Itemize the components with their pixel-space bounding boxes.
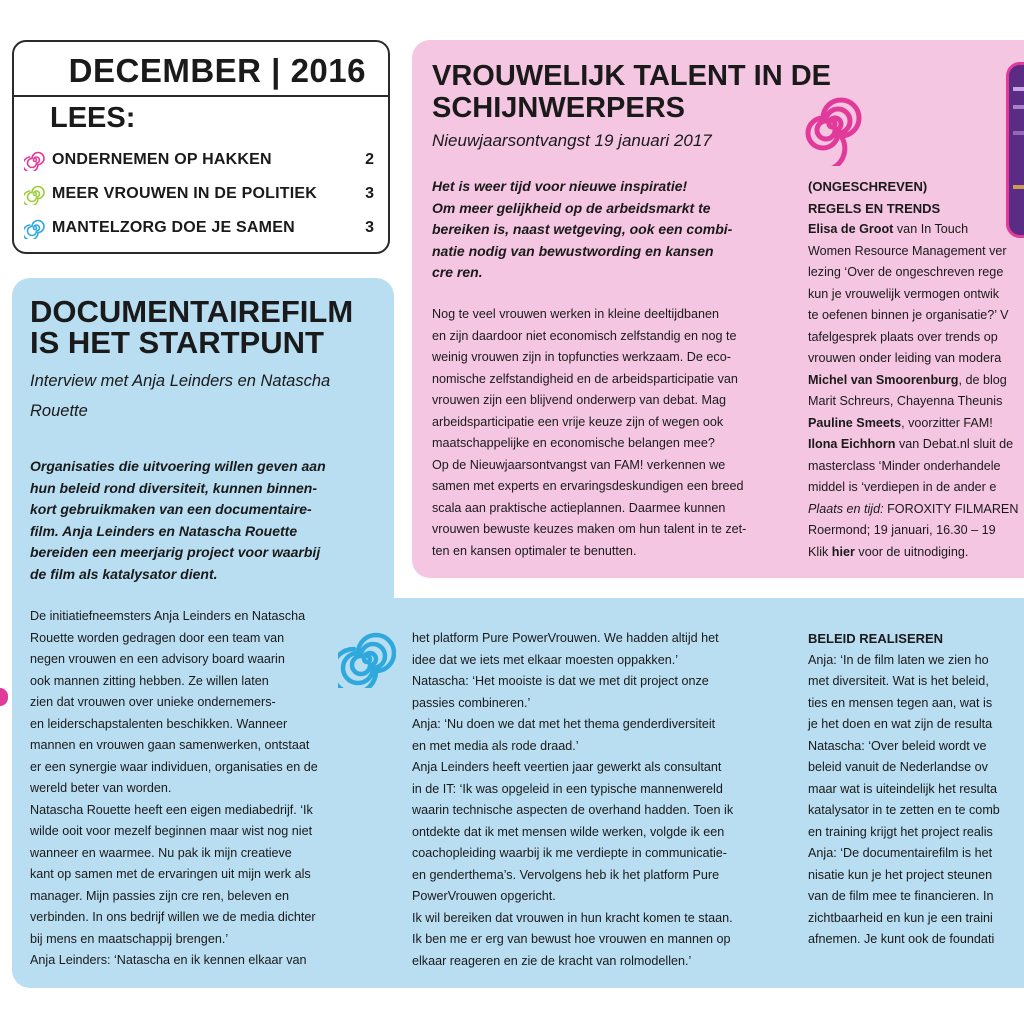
body-line: Ik ben me er erg van bewust hoe vrouwen en mannen op (412, 932, 731, 946)
speaker-name: Elisa de Groot (808, 222, 894, 236)
body-line: weinig vrouwen zijn in topfuncties werkzaam. De eco- (432, 350, 731, 364)
body-line: scala aan praktische actieplannen. Daarmee kunnen (432, 500, 726, 515)
lead-line: cre ren. (432, 264, 483, 280)
body-line: wanneer en waarmee. Nu pak ik mijn creatieve (30, 845, 292, 860)
body-line: en zijn daardoor niet economisch zelfstandig en nog te (432, 328, 737, 343)
sidebar-heading: REGELS EN TRENDS (808, 200, 941, 216)
toc-item-title: MANTELZORG DOE JE SAMEN (52, 219, 295, 236)
pink-article-sidebar (808, 176, 1024, 563)
sidebar-text: Klik (808, 544, 832, 559)
body-line: Nog te veel vrouwen werken in kleine deeltijdbanen (432, 307, 720, 321)
body-line: kant op samen met de ervaringen uit mijn werk als (30, 867, 311, 881)
table-of-contents (12, 40, 390, 254)
blue-spiral-icon (24, 217, 46, 239)
body-line: Natascha Rouette heeft een eigen mediabedrijf. ‘Ik (30, 802, 313, 817)
thumbnail-strip (1013, 131, 1024, 135)
body-line: elkaar reageren en zie de kracht van rolmodellen.’ (412, 953, 692, 968)
body-line: De initiatiefneemsters Anja Leinders en Natascha (30, 609, 306, 623)
body-line: Anja Leinders heeft veertien jaar gewerkt als consultant (412, 760, 722, 774)
body-line: coachopleiding waarbij ik me verdiepte in communicatie- (412, 846, 727, 860)
speaker-name: Michel van Smoorenburg (808, 372, 959, 387)
lead-line: hun beleid rond diversiteit, kunnen binnen- (30, 479, 318, 496)
body-line: arbeidsparticipatie een vrije keuze zijn of wegen ook (432, 414, 724, 429)
toc-heading: LEES: (50, 102, 136, 134)
speaker-name: Pauline Smeets (808, 415, 902, 430)
body-line: met diversiteit. Wat is het beleid, (808, 674, 989, 688)
body-line: en met media als rode draad.’ (412, 738, 579, 753)
body-line: nomische zelfstandigheid en de arbeidsparticipatie van (432, 371, 738, 386)
pink-article-body (432, 304, 788, 562)
sidebar-text: masterclass ‘Minder onderhandele (808, 458, 1001, 473)
blue-article-subtitle: Interview met Anja Leinders en Natascha Rouette (30, 372, 331, 420)
body-line: verbinden. In ons bedrijf willen we de media dichter (30, 910, 316, 924)
body-line: Anja Leinders: ‘Natascha en ik kennen elkaar van (30, 953, 307, 967)
body-line: maatschappelijke en economische belangen mee? (432, 436, 715, 450)
lead-line: Om meer gelijkheid op de arbeidsmarkt te (432, 199, 711, 216)
body-line: katalysator in te zetten en te comb (808, 803, 1000, 817)
body-line: bij mens en maatschappij brengen.’ (30, 931, 229, 946)
lead-line: de film als katalysator dient. (30, 565, 218, 582)
body-line: en leiderschapstalenten beschikken. Wanneer (30, 716, 288, 731)
lead-line: Het is weer tijd voor nieuwe inspiratie! (432, 178, 688, 194)
sidebar-text: FOROXITY FILMAREN (883, 501, 1019, 516)
lead-line: film. Anja Leinders en Natascha Rouette (30, 522, 298, 539)
toc-item-ondernemen[interactable] (24, 148, 374, 172)
sidebar-text: kun je vrouwelijk vermogen ontwik (808, 286, 1000, 301)
body-line: samen met experts en ervaringsdeskundigen een breed (432, 479, 744, 493)
lead-line: bereiken is, naast wetgeving, ook een combi- (432, 221, 733, 237)
sidebar-text: Roermond; 19 januari, 16.30 – 19 (808, 523, 996, 537)
body-line: en training krijgt het project realis (808, 824, 993, 839)
sidebar-heading: (ONGESCHREVEN) (808, 179, 928, 194)
blue-article-lead (30, 456, 380, 585)
sidebar-text: , voorzitter FAM! (901, 415, 993, 430)
body-line: er een synergie waar individuen, organisaties en de (30, 759, 318, 774)
pink-article-lead (432, 176, 787, 284)
body-line: nisatie kun je het project steunen (808, 867, 993, 882)
toc-divider (14, 95, 388, 97)
sidebar-text: van In Touch (893, 222, 969, 236)
toc-item-title: MEER VROUWEN IN DE POLITIEK (52, 185, 317, 202)
body-line: zien dat vrouwen over unieke ondernemers- (30, 695, 276, 709)
pink-article-title: VROUWELIJK TALENT IN DE SCHIJNWERPERS (432, 60, 832, 124)
body-line: het platform Pure PowerVrouwen. We hadden altijd het (412, 631, 719, 645)
green-spiral-icon (24, 183, 46, 205)
body-line: wilde ooit voor mezelf beginnen maar wist nog niet (30, 824, 313, 838)
body-line: in de IT: ‘Ik was opgeleid in een typische mannenwereld (412, 781, 723, 796)
thumbnail-strip (1013, 87, 1024, 91)
sidebar-text: Women Resource Management ver (808, 243, 1007, 258)
body-line: maar wat is uiteindelijk het resulta (808, 781, 997, 796)
section-heading: BELEID REALISEREN (808, 631, 944, 646)
body-line: Anja: ‘In de film laten we zien ho (808, 652, 989, 667)
pink-spiral-icon (24, 149, 46, 171)
body-line: vrouwen zijn een blijvend onderwerp van debat. Mag (432, 393, 727, 407)
blue-article-column-3 (808, 628, 1024, 951)
body-line: PowerVrouwen opgericht. (412, 889, 556, 903)
body-line: manager. Mijn passies zijn cre ren, beleven en (30, 888, 290, 903)
body-line: ook mannen zitting hebben. Ze willen laten (30, 673, 269, 688)
blue-article-title: DOCUMENTAIREFILM IS HET STARTPUNT (30, 294, 354, 360)
body-line: van de film mee te financieren. In (808, 889, 994, 903)
body-line: Natascha: ‘Het mooiste is dat we met dit project onze (412, 674, 709, 688)
blue-article-column-1 (30, 606, 375, 972)
toc-item-page: 3 (365, 185, 374, 202)
body-line: ontdekte dat ik met mensen wilde werken, volgde ik een (412, 824, 725, 839)
pink-article-subtitle: Nieuwjaarsontvangst 19 januari 2017 (432, 131, 712, 150)
sidebar-text: van Debat.nl sluit de (895, 437, 1014, 451)
lead-line: natie nodig van bewustwording en kansen (432, 242, 714, 259)
sidebar-text: middel is ‘verdiepen in de ander e (808, 480, 997, 494)
body-line: waarin technische aspecten de overhand hadden. Toen ik (412, 803, 734, 817)
lead-line: bereiden een meerjarig project voor waarbij (30, 544, 321, 560)
lead-line: Organisaties die uitvoering willen geven aan (30, 458, 326, 474)
body-line: zichtbaarheid en kun je een traini (808, 910, 993, 925)
lead-line: kort gebruikmaken van een documentaire- (30, 501, 312, 517)
sidebar-text: tafelgesprek plaats over trends op (808, 329, 998, 344)
location-label: Plaats en tijd: (808, 501, 884, 516)
sidebar-text: lezing ‘Over de ongeschreven rege (808, 265, 1004, 279)
blue-article-column-2 (412, 628, 792, 972)
toc-item-page: 3 (365, 219, 374, 236)
pink-spiral-icon (800, 92, 864, 166)
body-line: mannen en vrouwen gaan samenwerken, ontstaat (30, 738, 310, 752)
body-line: Anja: ‘De documentairefilm is het (808, 846, 993, 860)
body-line: ten en kansen optimaler te benutten. (432, 543, 637, 558)
sidebar-text: vrouwen onder leiding van modera (808, 351, 1002, 365)
invitation-link[interactable]: hier (831, 544, 855, 559)
thumbnail-strip (1013, 105, 1024, 109)
body-line: negen vrouwen en een advisory board waarin (30, 652, 285, 666)
body-line: Anja: ‘Nu doen we dat met het thema genderdiversiteit (412, 717, 716, 731)
pink-edge-marker (0, 688, 8, 706)
speaker-name: Ilona Eichhorn (808, 437, 896, 451)
toc-item-mantelzorg[interactable] (24, 216, 374, 240)
toc-item-politiek[interactable] (24, 182, 374, 206)
body-line: ties en mensen tegen aan, wat is (808, 695, 993, 710)
body-line: Natascha: ‘Over beleid wordt ve (808, 738, 987, 753)
body-line: beleid vanuit de Nederlandse ov (808, 760, 988, 774)
body-line: afnemen. Je kunt ook de foundati (808, 932, 995, 946)
sidebar-text: , de blog (958, 372, 1007, 387)
toc-item-page: 2 (365, 151, 374, 168)
toc-item-title: ONDERNEMEN OP HAKKEN (52, 151, 272, 168)
body-line: Ik wil bereiken dat vrouwen in hun kracht komen te staan. (412, 910, 733, 925)
body-line: wereld beter van worden. (30, 781, 172, 795)
body-line: en genderthema’s. Vervolgens heb ik het platform Pure (412, 867, 720, 882)
issue-date: DECEMBER | 2016 (68, 52, 366, 89)
body-line: vrouwen bewuste keuzes maken om hun talent in te zet- (432, 522, 747, 536)
body-line: je het doen en wat zijn de resulta (808, 717, 993, 731)
sidebar-text: te oefenen binnen je organisatie?’ V (808, 308, 1009, 322)
body-line: Op de Nieuwjaarsontvangst van FAM! verkennen we (432, 457, 726, 472)
body-line: Rouette worden gedragen door een team van (30, 630, 285, 645)
sidebar-text: Marit Schreurs, Chayenna Theunis (808, 394, 1003, 408)
body-line: idee dat we iets met elkaar moesten oppakken.’ (412, 652, 679, 667)
sidebar-text: voor de uitnodiging. (854, 544, 969, 559)
body-line: passies combineren.’ (412, 695, 531, 710)
